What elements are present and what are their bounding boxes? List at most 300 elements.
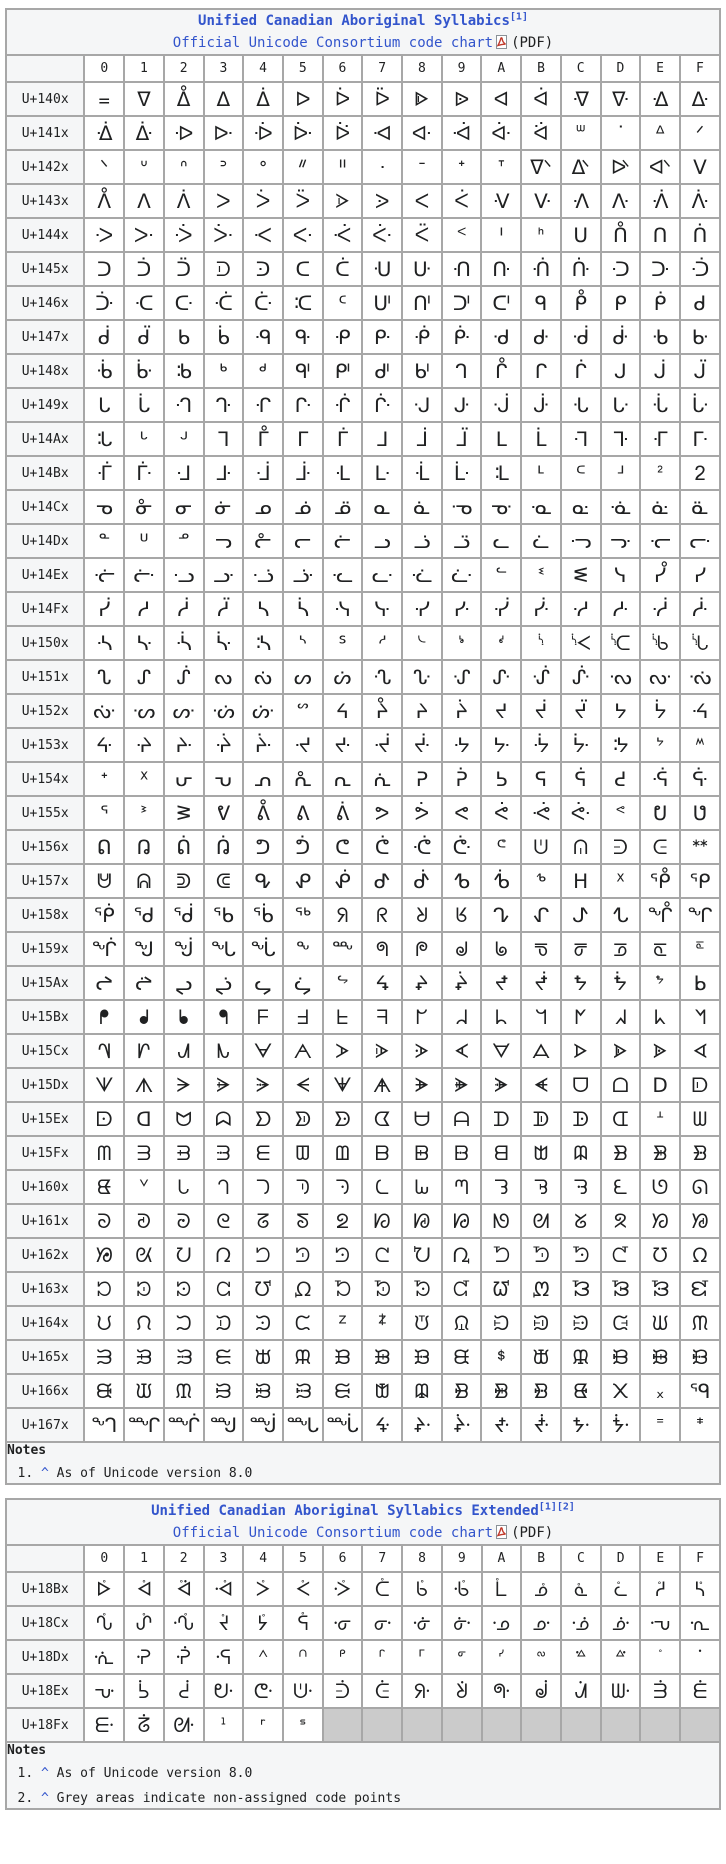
char-cell: ᕎ bbox=[640, 762, 680, 796]
char-cell: ᑐ bbox=[84, 252, 124, 286]
char-cell: ᐯ bbox=[680, 150, 720, 184]
char-cell: ᗈ bbox=[402, 1034, 442, 1068]
char-cell: ᙃ bbox=[204, 1306, 244, 1340]
char-cell: ᕥ bbox=[283, 830, 323, 864]
char-cell: ᖁ bbox=[124, 898, 164, 932]
char-cell: ᙚ bbox=[481, 1340, 521, 1374]
char-cell: ᑞ bbox=[640, 252, 680, 286]
char-cell: ᔐ bbox=[84, 660, 124, 694]
notes-list bbox=[7, 1466, 719, 1482]
char-cell: ᣇ bbox=[362, 1606, 402, 1640]
pdf-icon[interactable] bbox=[495, 35, 508, 49]
char-cell: ᒝ bbox=[601, 388, 641, 422]
row-header: U+163x bbox=[6, 1272, 84, 1306]
char-cell: ᣓ bbox=[204, 1640, 244, 1674]
char-cell: ᙀ bbox=[84, 1306, 124, 1340]
char-cell: ᗄ bbox=[243, 1034, 283, 1068]
char-cell: ᘩ bbox=[442, 1238, 482, 1272]
char-cell: ᔽ bbox=[601, 728, 641, 762]
code-row-U+159x bbox=[6, 932, 720, 966]
char-cell: ᐿ bbox=[680, 184, 720, 218]
char-cell: ᐑ bbox=[124, 116, 164, 150]
char-cell: ᑏ bbox=[680, 218, 720, 252]
char-cell: ᗒ bbox=[164, 1068, 204, 1102]
char-cell: ᗡ bbox=[124, 1102, 164, 1136]
char-cell: ᔠ bbox=[84, 694, 124, 728]
char-cell: ᕏ bbox=[680, 762, 720, 796]
char-cell: ᣅ bbox=[283, 1606, 323, 1640]
char-cell: ᗆ bbox=[323, 1034, 363, 1068]
pdf-icon[interactable] bbox=[495, 1525, 508, 1539]
row-header: U+18Cx bbox=[6, 1606, 84, 1640]
char-cell: ᒳ bbox=[204, 456, 244, 490]
char-cell: ᔭ bbox=[601, 694, 641, 728]
char-cell: ᐶ bbox=[323, 184, 363, 218]
char-cell: ᣂ bbox=[164, 1606, 204, 1640]
char-cell: ᢸ bbox=[402, 1572, 442, 1606]
char-cell: ᙠ bbox=[84, 1374, 124, 1408]
char-cell: ᕄ bbox=[243, 762, 283, 796]
char-cell: ᑣ bbox=[204, 286, 244, 320]
official-chart-link[interactable]: Official Unicode Consortium code chart bbox=[172, 1525, 494, 1541]
char-cell: ᘆ bbox=[323, 1170, 363, 1204]
code-row-U+163x bbox=[6, 1272, 720, 1306]
char-cell: ᐘ bbox=[402, 116, 442, 150]
char-cell: ᘲ bbox=[164, 1272, 204, 1306]
char-cell: ᑖ bbox=[323, 252, 363, 286]
char-cell: ᓿ bbox=[680, 592, 720, 626]
char-cell: ᔢ bbox=[164, 694, 204, 728]
char-cell: ᘓ bbox=[204, 1204, 244, 1238]
char-cell: ᘛ bbox=[521, 1204, 561, 1238]
char-cell: ᐐ bbox=[84, 116, 124, 150]
char-cell: ᣒ bbox=[164, 1640, 204, 1674]
note-backlink[interactable]: ^ bbox=[41, 1766, 49, 1781]
char-cell: ᑙ bbox=[442, 252, 482, 286]
char-cell: ᕕ bbox=[283, 796, 323, 830]
row-header: U+141x bbox=[6, 116, 84, 150]
char-cell: ᒟ bbox=[680, 388, 720, 422]
char-cell: ᒙ bbox=[442, 388, 482, 422]
char-cell: ᖽ bbox=[601, 1000, 641, 1034]
char-cell: ᣍ bbox=[601, 1606, 641, 1640]
char-cell: ᔅ bbox=[283, 626, 323, 660]
char-cell: ᓀ bbox=[84, 490, 124, 524]
char-cell: ᒢ bbox=[164, 422, 204, 456]
char-cell: ᙉ bbox=[442, 1306, 482, 1340]
char-cell: ᘐ bbox=[84, 1204, 124, 1238]
char-cell: ᕋ bbox=[521, 762, 561, 796]
char-cell: ᗶ bbox=[323, 1136, 363, 1170]
char-cell: ᔼ bbox=[561, 728, 601, 762]
char-cell: ᒻ bbox=[521, 456, 561, 490]
char-cell: ᙲ bbox=[164, 1408, 204, 1442]
char-cell: ᘭ bbox=[601, 1238, 641, 1272]
char-cell: ᒂ bbox=[164, 354, 204, 388]
char-cell: ᓝ bbox=[601, 524, 641, 558]
title-reference[interactable]: [1] bbox=[509, 11, 528, 23]
char-cell: ᔪ bbox=[481, 694, 521, 728]
char-cell: ᙶ bbox=[323, 1408, 363, 1442]
char-cell: ᘀ bbox=[84, 1170, 124, 1204]
row-header: U+14Fx bbox=[6, 592, 84, 626]
code-row-U+142x bbox=[6, 150, 720, 184]
char-cell: ᘡ bbox=[124, 1238, 164, 1272]
char-cell: ᔈ bbox=[402, 626, 442, 660]
char-cell: ᒖ bbox=[323, 388, 363, 422]
char-cell: ᖋ bbox=[521, 898, 561, 932]
char-cell: ᓹ bbox=[442, 592, 482, 626]
char-cell: ᘉ bbox=[442, 1170, 482, 1204]
char-cell: ᣟ bbox=[680, 1640, 720, 1674]
char-cell: ᖢ bbox=[164, 966, 204, 1000]
char-cell: ᔫ bbox=[521, 694, 561, 728]
char-cell: ᑼ bbox=[561, 320, 601, 354]
char-cell: ᑕ bbox=[283, 252, 323, 286]
char-cell: ᙼ bbox=[561, 1408, 601, 1442]
char-cell: ᔦ bbox=[323, 694, 363, 728]
char-cell: ᓡ bbox=[124, 558, 164, 592]
char-cell: ᙯ bbox=[680, 1374, 720, 1408]
char-cell: ᖳ bbox=[204, 1000, 244, 1034]
code-row-U+150x bbox=[6, 626, 720, 660]
unassigned-cell bbox=[323, 1708, 363, 1742]
char-cell: ᒶ bbox=[323, 456, 363, 490]
char-cell: ᓣ bbox=[204, 558, 244, 592]
row-header: U+145x bbox=[6, 252, 84, 286]
char-cell: ᒃ bbox=[204, 354, 244, 388]
char-cell: ᣢ bbox=[164, 1674, 204, 1708]
row-header: U+142x bbox=[6, 150, 84, 184]
char-cell: ᕪ bbox=[481, 830, 521, 864]
char-cell: ᐫ bbox=[521, 150, 561, 184]
char-cell: ᖗ bbox=[362, 932, 402, 966]
char-cell: ᐸ bbox=[402, 184, 442, 218]
char-cell: ᘣ bbox=[204, 1238, 244, 1272]
char-cell: ᕸ bbox=[402, 864, 442, 898]
char-cell: ᒹ bbox=[442, 456, 482, 490]
char-cell: ᖵ bbox=[283, 1000, 323, 1034]
char-cell: ᖒ bbox=[164, 932, 204, 966]
char-cell: ᓗ bbox=[362, 524, 402, 558]
row-header: U+164x bbox=[6, 1306, 84, 1340]
char-cell: ᙌ bbox=[561, 1306, 601, 1340]
char-cell: ᖖ bbox=[323, 932, 363, 966]
code-row-U+140x bbox=[6, 82, 720, 116]
note-item bbox=[41, 1766, 719, 1782]
char-cell: ᒔ bbox=[243, 388, 283, 422]
code-row-U+154x bbox=[6, 762, 720, 796]
char-cell: ᙋ bbox=[521, 1306, 561, 1340]
char-cell: ᐒ bbox=[164, 116, 204, 150]
char-cell: ᔛ bbox=[521, 660, 561, 694]
code-row-U+14Fx bbox=[6, 592, 720, 626]
char-cell: ᕙ bbox=[442, 796, 482, 830]
char-cell: ᕠ bbox=[84, 830, 124, 864]
char-cell: ᓨ bbox=[402, 558, 442, 592]
block-title bbox=[7, 10, 719, 32]
row-header: U+146x bbox=[6, 286, 84, 320]
char-cell: ᖔ bbox=[243, 932, 283, 966]
char-cell: ᒺ bbox=[481, 456, 521, 490]
char-cell: ᓳ bbox=[204, 592, 244, 626]
char-cell: ᑋ bbox=[521, 218, 561, 252]
char-cell: ᖉ bbox=[442, 898, 482, 932]
char-cell: ᘵ bbox=[283, 1272, 323, 1306]
char-cell: ᘖ bbox=[323, 1204, 363, 1238]
char-cell: ᔉ bbox=[442, 626, 482, 660]
char-cell: ᕑ bbox=[124, 796, 164, 830]
char-cell: ᖦ bbox=[323, 966, 363, 1000]
char-cell: ᔡ bbox=[124, 694, 164, 728]
char-cell: ᙾ bbox=[640, 1408, 680, 1442]
ucas-extended-code-chart bbox=[5, 1498, 721, 1810]
char-cell: ᒐ bbox=[84, 388, 124, 422]
char-cell: ᣲ bbox=[164, 1708, 204, 1742]
char-cell: ᓮ bbox=[640, 558, 680, 592]
char-cell: ᒮ bbox=[640, 422, 680, 456]
column-header-0: 0 bbox=[84, 1545, 124, 1572]
char-cell: ᔮ bbox=[640, 694, 680, 728]
char-cell: ᖼ bbox=[561, 1000, 601, 1034]
char-cell: ᔜ bbox=[561, 660, 601, 694]
char-cell: ᙐ bbox=[84, 1340, 124, 1374]
char-cell: ᗪ bbox=[481, 1102, 521, 1136]
char-cell: ᓏ bbox=[680, 490, 720, 524]
char-cell: ᖫ bbox=[521, 966, 561, 1000]
char-cell: ᔬ bbox=[561, 694, 601, 728]
char-cell: ᖶ bbox=[323, 1000, 363, 1034]
char-cell: ᐲ bbox=[164, 184, 204, 218]
table-title-cell bbox=[6, 9, 720, 55]
char-cell: ᖡ bbox=[124, 966, 164, 1000]
char-cell: ᒈ bbox=[402, 354, 442, 388]
char-cell: ᘷ bbox=[362, 1272, 402, 1306]
row-header: U+15Ex bbox=[6, 1102, 84, 1136]
title-reference[interactable]: [1][2] bbox=[538, 1501, 575, 1513]
char-cell: ᓎ bbox=[640, 490, 680, 524]
char-cell: ᓫ bbox=[521, 558, 561, 592]
unassigned-cell bbox=[680, 1708, 720, 1742]
pdf-label: (PDF) bbox=[511, 1525, 554, 1541]
row-header: U+140x bbox=[6, 82, 84, 116]
char-cell: ᣄ bbox=[243, 1606, 283, 1640]
char-cell: ᑆ bbox=[323, 218, 363, 252]
note-item bbox=[41, 1466, 719, 1482]
char-cell: ᣵ bbox=[283, 1708, 323, 1742]
char-cell: ᐝ bbox=[601, 116, 641, 150]
column-header-9: 9 bbox=[442, 1545, 482, 1572]
row-header: U+161x bbox=[6, 1204, 84, 1238]
official-chart-link[interactable]: Official Unicode Consortium code chart bbox=[172, 35, 494, 51]
row-header: U+14Bx bbox=[6, 456, 84, 490]
notes-row bbox=[6, 1742, 720, 1809]
char-cell: ᖸ bbox=[402, 1000, 442, 1034]
char-cell: ᔂ bbox=[164, 626, 204, 660]
char-cell: ᕼ bbox=[561, 864, 601, 898]
char-cell: ᑤ bbox=[243, 286, 283, 320]
char-cell: ᒓ bbox=[204, 388, 244, 422]
char-cell: ᑩ bbox=[442, 286, 482, 320]
char-cell: ᔓ bbox=[204, 660, 244, 694]
char-cell: ᗽ bbox=[601, 1136, 641, 1170]
char-cell: ᔁ bbox=[124, 626, 164, 660]
char-cell: ᕈ bbox=[402, 762, 442, 796]
char-cell: ᘠ bbox=[84, 1238, 124, 1272]
char-cell: ᑸ bbox=[402, 320, 442, 354]
char-cell: ᐾ bbox=[640, 184, 680, 218]
char-cell: ᕭ bbox=[601, 830, 641, 864]
char-cell: ᘂ bbox=[164, 1170, 204, 1204]
char-cell: ᕵ bbox=[283, 864, 323, 898]
char-cell: ᘗ bbox=[362, 1204, 402, 1238]
char-cell: ᕊ bbox=[481, 762, 521, 796]
column-header-C: C bbox=[561, 1545, 601, 1572]
char-cell: ᑢ bbox=[164, 286, 204, 320]
code-row-U+162x bbox=[6, 1238, 720, 1272]
char-cell: ᕀ bbox=[84, 762, 124, 796]
char-cell: ᐆ bbox=[323, 82, 363, 116]
char-cell: ᕟ bbox=[680, 796, 720, 830]
char-cell: ᓅ bbox=[283, 490, 323, 524]
char-cell: ᕞ bbox=[640, 796, 680, 830]
char-cell: ᙽ bbox=[601, 1408, 641, 1442]
char-cell: ᐕ bbox=[283, 116, 323, 150]
char-cell: ᕁ bbox=[124, 762, 164, 796]
char-cell: ᕿ bbox=[680, 864, 720, 898]
char-cell: ᔗ bbox=[362, 660, 402, 694]
column-header-4: 4 bbox=[243, 55, 283, 82]
char-cell: ᑒ bbox=[164, 252, 204, 286]
char-cell: ᑲ bbox=[164, 320, 204, 354]
char-cell: ᔿ bbox=[680, 728, 720, 762]
char-cell: ᕌ bbox=[561, 762, 601, 796]
code-row-U+151x bbox=[6, 660, 720, 694]
char-cell: ᘋ bbox=[521, 1170, 561, 1204]
block-title-link[interactable]: Unified Canadian Aboriginal Syllabics Extended bbox=[151, 1503, 539, 1519]
char-cell: ᑫ bbox=[521, 286, 561, 320]
char-cell: ᙅ bbox=[283, 1306, 323, 1340]
char-cell: ᘹ bbox=[442, 1272, 482, 1306]
char-cell: ᕚ bbox=[481, 796, 521, 830]
char-cell: ᕝ bbox=[601, 796, 641, 830]
char-cell: ᘰ bbox=[84, 1272, 124, 1306]
char-cell: ᗕ bbox=[283, 1068, 323, 1102]
char-cell: ᣧ bbox=[362, 1674, 402, 1708]
char-cell: ᑵ bbox=[283, 320, 323, 354]
code-row-U+14Dx bbox=[6, 524, 720, 558]
char-cell: ᔯ bbox=[680, 694, 720, 728]
char-cell: ᗘ bbox=[402, 1068, 442, 1102]
char-cell: ᔏ bbox=[680, 626, 720, 660]
row-header: U+156x bbox=[6, 830, 84, 864]
char-cell: ᕔ bbox=[243, 796, 283, 830]
char-cell: ᒇ bbox=[362, 354, 402, 388]
char-cell: ᖪ bbox=[481, 966, 521, 1000]
block-title-link[interactable]: Unified Canadian Aboriginal Syllabics bbox=[198, 13, 510, 29]
char-cell: ᐓ bbox=[204, 116, 244, 150]
char-cell: ᙣ bbox=[204, 1374, 244, 1408]
char-cell: ᖎ bbox=[640, 898, 680, 932]
char-cell: ᒅ bbox=[283, 354, 323, 388]
char-cell: ᘅ bbox=[283, 1170, 323, 1204]
note-item bbox=[41, 1791, 719, 1807]
char-cell: ᗤ bbox=[243, 1102, 283, 1136]
char-cell: ᣪ bbox=[482, 1674, 522, 1708]
char-cell: ᙴ bbox=[243, 1408, 283, 1442]
char-cell: ᣯ bbox=[680, 1674, 720, 1708]
char-cell: ᒾ bbox=[640, 456, 680, 490]
char-cell: ᐊ bbox=[481, 82, 521, 116]
char-cell: ᕅ bbox=[283, 762, 323, 796]
char-cell: ᐱ bbox=[124, 184, 164, 218]
char-cell: ᙜ bbox=[561, 1340, 601, 1374]
char-cell: ᗙ bbox=[442, 1068, 482, 1102]
char-cell: ᖐ bbox=[84, 932, 124, 966]
notes-section bbox=[6, 1442, 720, 1484]
char-cell: ᣁ bbox=[124, 1606, 164, 1640]
char-cell: ᑧ bbox=[362, 286, 402, 320]
char-cell: ᘧ bbox=[362, 1238, 402, 1272]
char-cell: ᒕ bbox=[283, 388, 323, 422]
note-text: Grey areas indicate non-assigned code points bbox=[48, 1791, 402, 1806]
char-cell: ᐁ bbox=[124, 82, 164, 116]
note-backlink[interactable]: ^ bbox=[41, 1791, 49, 1806]
code-row-U+15Cx bbox=[6, 1034, 720, 1068]
char-cell: ᘊ bbox=[481, 1170, 521, 1204]
code-row-U+18Fx bbox=[6, 1708, 720, 1742]
char-cell: ᘕ bbox=[283, 1204, 323, 1238]
char-cell: ᕽ bbox=[601, 864, 641, 898]
char-cell: ᗜ bbox=[561, 1068, 601, 1102]
column-header-6: 6 bbox=[323, 1545, 363, 1572]
column-header-F: F bbox=[680, 1545, 720, 1572]
column-header-8: 8 bbox=[402, 55, 442, 82]
char-cell: ᖘ bbox=[402, 932, 442, 966]
char-cell: ᙆ bbox=[323, 1306, 363, 1340]
char-cell: ᖟ bbox=[680, 932, 720, 966]
char-cell: ᕶ bbox=[323, 864, 363, 898]
char-cell: ᑿ bbox=[680, 320, 720, 354]
code-row-U+14Ax bbox=[6, 422, 720, 456]
char-cell: ᒰ bbox=[84, 456, 124, 490]
unassigned-cell bbox=[640, 1708, 680, 1742]
code-row-U+143x bbox=[6, 184, 720, 218]
char-cell: ᑰ bbox=[84, 320, 124, 354]
char-cell: ᙏ bbox=[680, 1306, 720, 1340]
char-cell: ᑳ bbox=[204, 320, 244, 354]
char-cell: ᖓ bbox=[204, 932, 244, 966]
char-cell: ᒤ bbox=[243, 422, 283, 456]
note-backlink[interactable]: ^ bbox=[41, 1466, 49, 1481]
char-cell: ᗿ bbox=[680, 1136, 720, 1170]
char-cell: ᐣ bbox=[204, 150, 244, 184]
row-header: U+167x bbox=[6, 1408, 84, 1442]
char-cell: ᑬ bbox=[561, 286, 601, 320]
char-cell: ᑛ bbox=[521, 252, 561, 286]
row-header: U+14Dx bbox=[6, 524, 84, 558]
char-cell: ᙻ bbox=[521, 1408, 561, 1442]
char-cell: ᐃ bbox=[204, 82, 244, 116]
char-cell: ᒉ bbox=[442, 354, 482, 388]
char-cell: ᓖ bbox=[323, 524, 363, 558]
table-title-cell bbox=[6, 1499, 720, 1545]
code-row-U+144x bbox=[6, 218, 720, 252]
char-cell: ᓛ bbox=[521, 524, 561, 558]
char-cell: ᘴ bbox=[243, 1272, 283, 1306]
code-row-U+155x bbox=[6, 796, 720, 830]
row-header: U+148x bbox=[6, 354, 84, 388]
